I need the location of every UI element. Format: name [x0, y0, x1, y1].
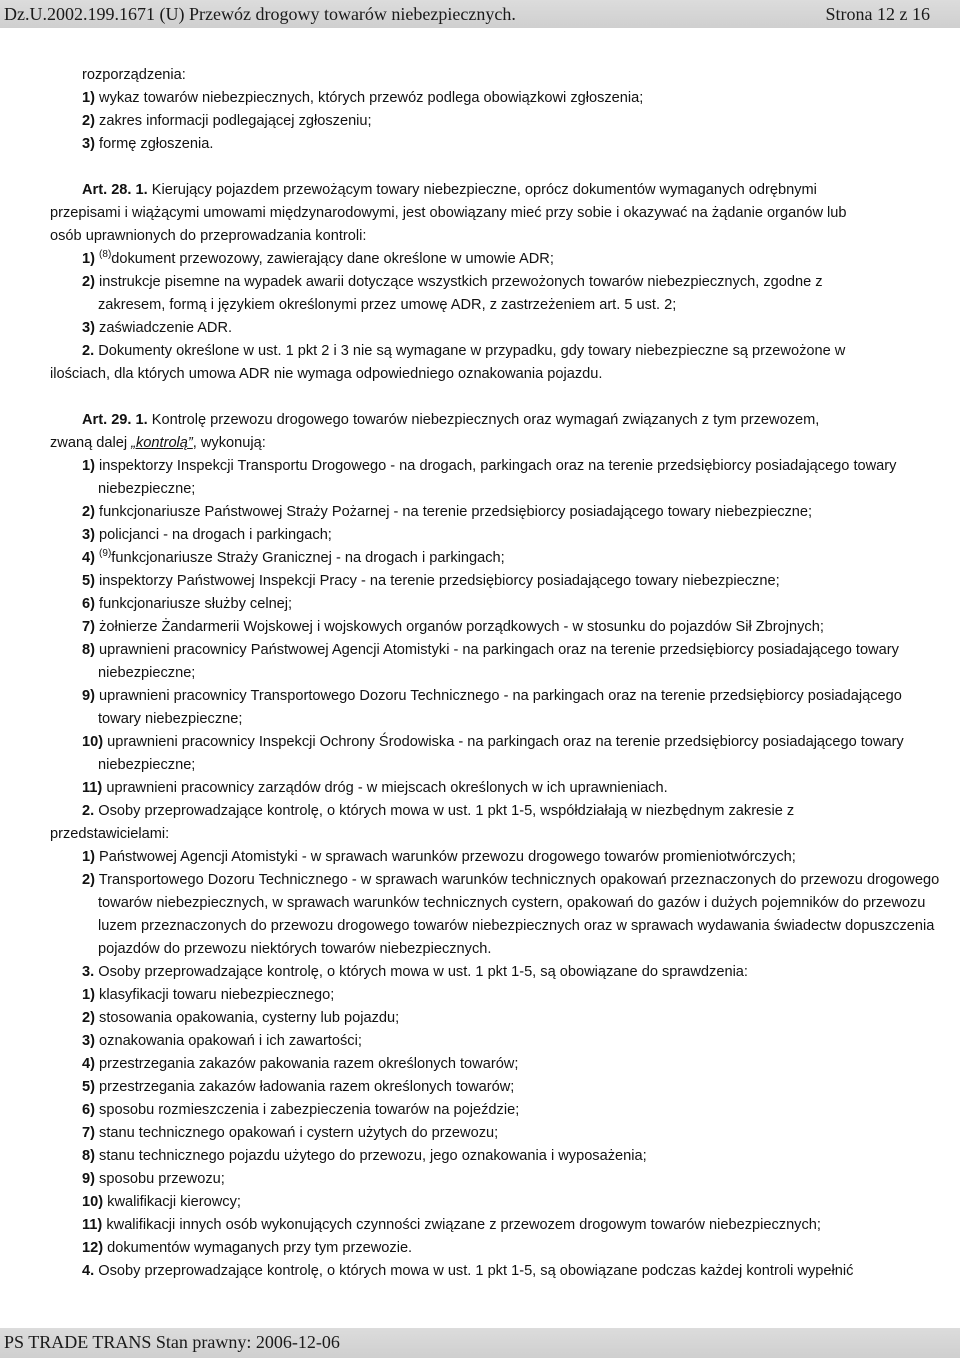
- list-item: [50, 110, 940, 133]
- list-art29-1: [50, 455, 940, 800]
- list-item-number: 5): [82, 1079, 95, 1095]
- list-item-number: 4): [82, 1056, 95, 1072]
- list-item-number: 2): [82, 1010, 95, 1026]
- list-item-number: 6): [82, 1102, 95, 1118]
- list-item-text: funkcjonariusze służby celnej;: [94, 596, 293, 612]
- list-item-number: 8): [82, 1148, 95, 1164]
- art29-intro-2: zwaną dalej „kontrolą”, wykonują:: [50, 435, 266, 451]
- list-item: [50, 501, 940, 524]
- art29-intro: Art. 29. 1. Kontrolę przewozu drogowego towarów niebezpiecznych oraz wymagań związanych z tym przewozem,: [82, 412, 820, 428]
- footnote-ref: (9): [99, 548, 112, 560]
- art28-par2: 2. Dokumenty określone w ust. 1 pkt 2 i 3 nie są wymagane w przypadku, gdy towary niebezpieczne są przewożone w: [82, 343, 846, 359]
- list-item: [50, 1053, 940, 1076]
- list-item-text: inspektorzy Państwowej Inspekcji Pracy - na terenie przedsiębiorcy posiadającego towary niebezpieczne;: [94, 573, 780, 589]
- list-item: [50, 547, 940, 570]
- art29-par3: 3. Osoby przeprowadzające kontrolę, o których mowa w ust. 1 pkt 1-5, są obowiązane do sprawdzenia:: [82, 964, 748, 980]
- art29-par4: 4. Osoby przeprowadzające kontrolę, o których mowa w ust. 1 pkt 1-5, są obowiązane podczas każdej kontroli wypełnić: [82, 1263, 854, 1279]
- list-item-text: klasyfikacji towaru niebezpiecznego;: [94, 987, 335, 1003]
- list-item-number: 3): [82, 1033, 95, 1049]
- art29-par2-cont: przedstawicielami:: [50, 826, 170, 842]
- list-item-number: 6): [82, 596, 95, 612]
- list-item: [50, 1076, 940, 1099]
- list-item-text: uprawnieni pracownicy Transportowego Dozoru Technicznego - na parkingach oraz na terenie przedsiębiorcy posiadającego towary niebezpieczne;: [94, 688, 902, 727]
- list-item: [50, 593, 940, 616]
- list-item-text: sposobu przewozu;: [94, 1171, 225, 1187]
- list-item-text: Państwowej Agencji Atomistyki - w sprawach warunków przewozu drogowego towarów promieniotwórczych;: [94, 849, 796, 865]
- list-item-text: inspektorzy Inspekcji Transportu Drogowego - na drogach, parkingach oraz na terenie przedsiębiorcy posiadającego towary niebezpieczne;: [94, 458, 897, 497]
- list-item-number: 1): [82, 987, 95, 1003]
- list-item-text: żołnierze Żandarmerii Wojskowej i wojskowych organów porządkowych - w stosunku do pojazdów Sił Zbrojnych;: [94, 619, 824, 635]
- list-item-text: kwalifikacji kierowcy;: [103, 1194, 241, 1210]
- list-item: 1) $^{(8)}$dokument przewozowy, zawierający dane określone w umowie ADR;: [82, 249, 554, 267]
- art28-intro-3: osób uprawnionych do przeprowadzania kontroli:: [50, 228, 367, 244]
- list-item: 3) zaświadczenie ADR.: [82, 320, 233, 336]
- list-item-text: wykaz towarów niebezpiecznych, których przewóz podlega obowiązkowi zgłoszenia;: [94, 90, 644, 106]
- art28-intro: Art. 28. 1. Kierujący pojazdem przewożącym towary niebezpieczne, oprócz dokumentów wymaganych odrębnymi: [82, 182, 817, 198]
- list-item-text: dokumentów wymaganych przy tym przewozie.: [103, 1240, 413, 1256]
- list-item-text: uprawnieni pracownicy Inspekcji Ochrony Środowiska - na parkingach oraz na terenie przedsiębiorcy posiadającego towary niebezpieczne;: [98, 734, 904, 773]
- list-item-number: 5): [82, 573, 95, 589]
- list-item: [50, 1122, 940, 1145]
- intro-lead: rozporządzenia:: [82, 67, 186, 83]
- list-item-text: formę zgłoszenia.: [94, 136, 214, 152]
- list-item: [50, 846, 940, 869]
- list-item: [50, 1030, 940, 1053]
- list-item-number: 1): [82, 849, 95, 865]
- list-item-number: 10): [82, 1194, 104, 1210]
- list-item-text: stanu technicznego opakowań i cystern użytych do przewozu;: [94, 1125, 499, 1141]
- list-item-text: przestrzegania zakazów ładowania razem określonych towarów;: [94, 1079, 515, 1095]
- list-item-number: 2): [82, 872, 95, 888]
- list-item-text: policjanci - na drogach i parkingach;: [94, 527, 332, 543]
- list-item-number: 10): [82, 734, 104, 750]
- list-item: [50, 455, 940, 501]
- list-top: [50, 87, 940, 156]
- list-item: [50, 777, 940, 800]
- list-item: [50, 1099, 940, 1122]
- document-body: [50, 64, 940, 1283]
- list-item-text: przestrzegania zakazów pakowania razem określonych towarów;: [94, 1056, 519, 1072]
- list-item-text: kwalifikacji innych osób wykonujących czynności związane z przewozem drogowym towarów niebezpiecznych;: [102, 1217, 821, 1233]
- list-item-number: 12): [82, 1240, 104, 1256]
- list-item-text: Transportowego Dozoru Technicznego - w sprawach warunków technicznych opakowań przeznaczonych do przewozu drogowego towarów niebezpiecznych, w sprawach warunków technicznych cystern, opakowań do gazów i dużych pojemników do przewozu luzem przeznaczonych do przewozu drogowego towarów niebezpiecznych oraz w sprawach wydawania świadectw dopuszczenia pojazdów do przewozu niektórych towarów niebezpiecznych.: [94, 872, 940, 957]
- page-footer: [0, 1328, 960, 1358]
- list-item: [50, 87, 940, 110]
- footer-status: PS TRADE TRANS Stan prawny: 2006-12-06: [4, 1332, 340, 1352]
- list-item: [50, 731, 940, 777]
- art29-par2: 2. Osoby przeprowadzające kontrolę, o których mowa w ust. 1 pkt 1-5, współdziałają w niezbędnym zakresie z: [82, 803, 795, 819]
- list-item-number: 7): [82, 619, 95, 635]
- defined-term: „kontrolą”: [131, 435, 193, 451]
- list-item-text: zakres informacji podlegającej zgłoszeniu;: [94, 113, 372, 129]
- page-number: Strona 12 z 16: [825, 4, 930, 24]
- list-item-text: stosowania opakowania, cysterny lub pojazdu;: [94, 1010, 400, 1026]
- list-item: [50, 984, 940, 1007]
- list-item-number: 9): [82, 1171, 95, 1187]
- list-item: [50, 616, 940, 639]
- art28-intro-2: przepisami i wiążącymi umowami międzynarodowymi, jest obowiązany mieć przy sobie i okazywać na żądanie organów lub: [50, 205, 847, 221]
- art28: [50, 179, 940, 386]
- list-art29-3: [50, 984, 940, 1260]
- list-item-text: sposobu rozmieszczenia i zabezpieczenia towarów na pojeździe;: [94, 1102, 520, 1118]
- list-item-text: oznakowania opakowań i ich zawartości;: [94, 1033, 362, 1049]
- list-art29-2: [50, 846, 940, 961]
- list-item: 2) instrukcje pisemne na wypadek awarii dotyczące wszystkich przewożonych towarów niebezpiecznych, zgodne z: [82, 274, 823, 290]
- list-item-number: 7): [82, 1125, 95, 1141]
- list-item-number: 1): [82, 90, 95, 106]
- art28-label: Art. 28. 1.: [82, 182, 148, 198]
- art28-par2-cont: ilościach, dla których umowa ADR nie wymaga odpowiedniego oznakowania pojazdu.: [50, 366, 603, 382]
- list-item-text: funkcjonariusze Państwowej Straży Pożarnej - na terenie przedsiębiorcy posiadającego towary niebezpieczne;: [94, 504, 813, 520]
- list-item: [50, 1007, 940, 1030]
- list-item: [50, 639, 940, 685]
- list-item-number: 11): [82, 1217, 103, 1233]
- list-item-text: uprawnieni pracownicy zarządów dróg - w miejscach określonych w ich uprawnieniach.: [102, 780, 668, 796]
- list-item-number: 3): [82, 527, 95, 543]
- list-item-number: 2): [82, 113, 95, 129]
- art29-label: Art. 29. 1.: [82, 412, 148, 428]
- list-item: [50, 1214, 940, 1237]
- list-item: [50, 1168, 940, 1191]
- list-item: [50, 1145, 940, 1168]
- list-item-cont: zakresem, formą i językiem określonymi przez umowę ADR, z zastrzeżeniem art. 5 ust. 2;: [98, 297, 677, 313]
- list-item: [50, 869, 940, 961]
- list-item-text: stanu technicznego pojazdu użytego do przewozu, jego oznakowania i wyposażenia;: [94, 1148, 647, 1164]
- list-item-number: 11): [82, 780, 103, 796]
- list-item-text: uprawnieni pracownicy Państwowej Agencji Atomistyki - na parkingach oraz na terenie przedsiębiorcy posiadającego towary niebezpieczne;: [94, 642, 899, 681]
- list-item: [50, 570, 940, 593]
- list-item-number: 2): [82, 504, 95, 520]
- list-item-number: 3): [82, 136, 95, 152]
- art29: [50, 409, 940, 1283]
- list-item-number: 1): [82, 458, 95, 474]
- document-title: Dz.U.2002.199.1671 (U) Przewóz drogowy towarów niebezpiecznych.: [4, 4, 516, 24]
- list-item-number: 4): [82, 550, 95, 566]
- list-item: [50, 1237, 940, 1260]
- list-item: [50, 133, 940, 156]
- list-item-number: 9): [82, 688, 95, 704]
- list-item: [50, 524, 940, 547]
- page-header: [0, 0, 960, 28]
- list-item-text: funkcjonariusze Straży Granicznej - na drogach i parkingach;: [111, 550, 505, 566]
- list-item-number: 8): [82, 642, 95, 658]
- list-item: [50, 685, 940, 731]
- list-item: [50, 1191, 940, 1214]
